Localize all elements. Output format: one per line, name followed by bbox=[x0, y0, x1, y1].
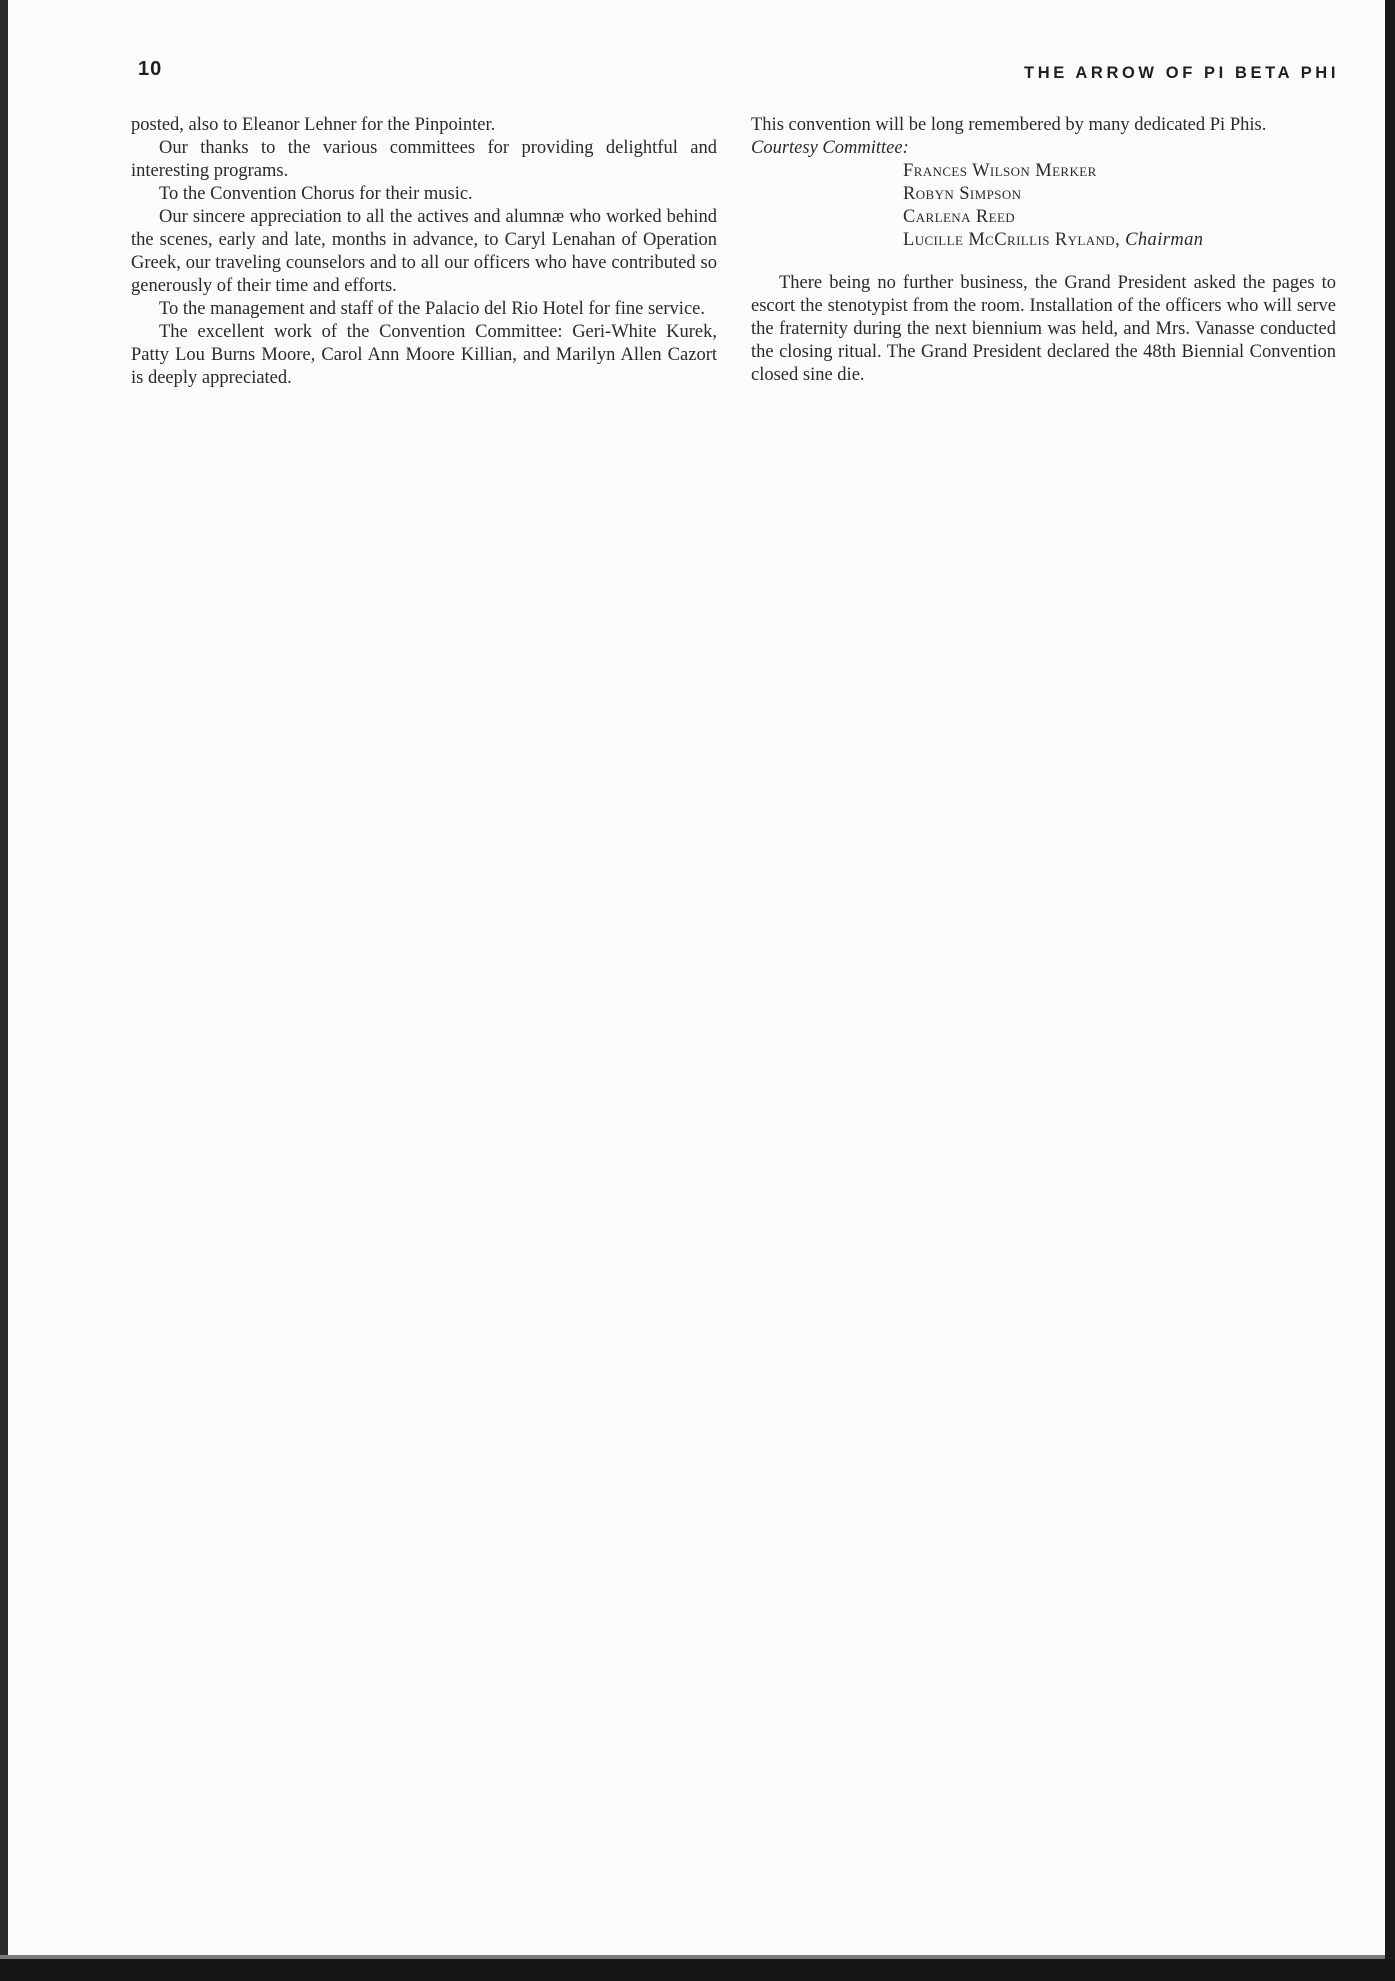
committee-member: Frances Wilson Merker bbox=[903, 161, 1097, 181]
page-number: 10 bbox=[138, 58, 163, 80]
scan-border-left bbox=[0, 0, 8, 1981]
paragraph: The excellent work of the Convention Committee: Geri-White Kurek, Patty Lou Burns Moore, Carol Ann Moore Killian, and Marilyn Allen Cazort is deeply appreciated. bbox=[131, 322, 717, 388]
running-head: THE ARROW OF PI BETA PHI bbox=[1024, 64, 1339, 82]
scan-border-right bbox=[1385, 0, 1395, 1981]
committee-title: Courtesy Committee: bbox=[751, 138, 909, 158]
paragraph: Our thanks to the various committees for providing delightful and interesting programs. bbox=[131, 138, 717, 181]
paragraph: This convention will be long remembered by many dedicated Pi Phis. bbox=[751, 115, 1267, 135]
right-column bbox=[751, 114, 1336, 387]
committee-list bbox=[751, 160, 1336, 252]
paragraph: There being no further business, the Grand President asked the pages to escort the stenotypist from the room. Installation of the officers who will serve the fraternity during the next biennium was held, and Mrs. Vanasse conducted the closing ritual. The Grand President declared the 48th Biennial Convention closed sine die. bbox=[751, 273, 1336, 385]
paragraph: posted, also to Eleanor Lehner for the Pinpointer. bbox=[131, 115, 496, 135]
committee-member-name: Lucille McCrillis Ryland, bbox=[903, 230, 1121, 250]
scan-border-bottom bbox=[0, 1959, 1395, 1981]
paragraph: Our sincere appreciation to all the actives and alumnæ who worked behind the scenes, early and late, months in advance, to Caryl Lenahan of Operation Greek, our traveling counselors and to all our officers who have contributed so generously of their time and efforts. bbox=[131, 207, 717, 296]
committee-member: Carlena Reed bbox=[903, 207, 1016, 227]
committee-member: Robyn Simpson bbox=[903, 184, 1022, 204]
paragraph: To the Convention Chorus for their music. bbox=[159, 184, 473, 204]
chairman-label: Chairman bbox=[1125, 230, 1204, 250]
left-column bbox=[131, 114, 717, 390]
committee-member-chairman bbox=[903, 229, 1336, 252]
paragraph: To the management and staff of the Palacio del Rio Hotel for fine service. bbox=[159, 299, 705, 319]
